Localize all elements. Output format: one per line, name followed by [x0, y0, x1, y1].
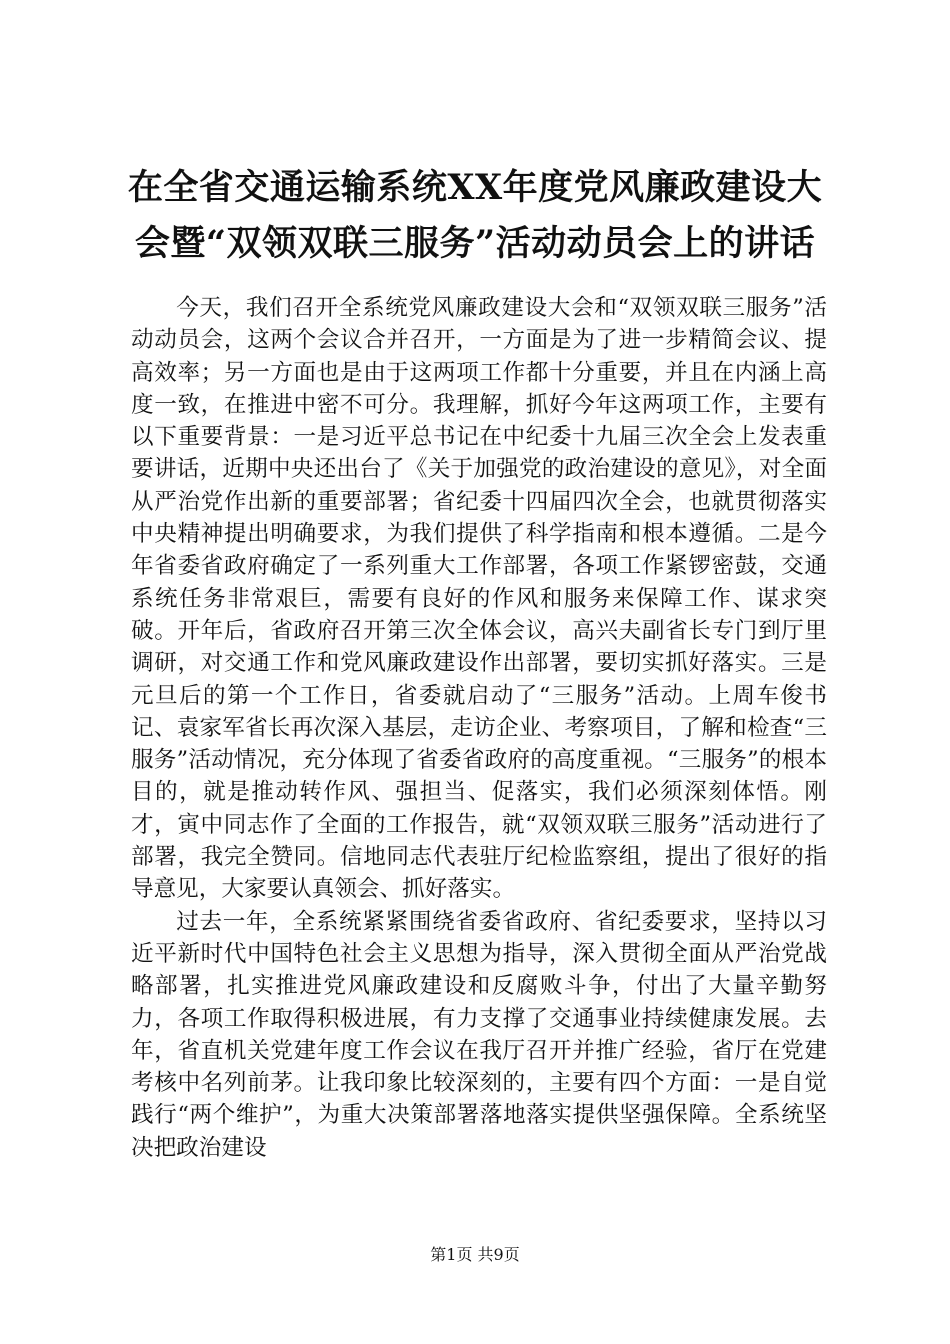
- page-footer: 第1页 共9页: [430, 1245, 520, 1264]
- body-paragraph-2: 过去一年，全系统紧紧围绕省委省政府、省纪委要求，坚持以习近平新时代中国特色社会主义思想为指导，深入贯彻全面从严治党战略部署，扎实推进党风廉政建设和反腐败斗争，付出了大量辛勤努力，各项工作取得积极进展，有力支撑了交通事业持续健康发展。去年，省直机关党建年度工作会议在我厅召开并推广经验，省厅在党建考核中名列前茅。让我印象比较深刻的，主要有四个方面：一是自觉践行“两个维护”，为重大决策部署落地落实提供坚强保障。全系统坚决把政治建设: [131, 908, 827, 1161]
- body-paragraph-1: 今天，我们召开全系统党风廉政建设大会和“双领双联三服务”活动动员会，这两个会议合并召开，一方面是为了进一步精简会议、提高效率；另一方面也是由于这两项工作都十分重要，并且在内涵上高度一致，在推进中密不可分。我理解，抓好今年这两项工作，主要有以下重要背景：一是习近平总书记在中纪委十九届三次全会上发表重要讲话，近期中央还出台了《关于加强党的政治建设的意见》，对全面从严治党作出新的重要部署；省纪委十四届四次全会，也就贯彻落实中央精神提出明确要求，为我们提供了科学指南和根本遵循。二是今年省委省政府确定了一系列重大工作部署，各项工作紧锣密鼓，交通系统任务非常艰巨，需要有良好的作风和服务来保障工作、谋求突破。开年后，省政府召开第三次全体会议，高兴夫副省长专门到厅里调研，对交通工作和党风廉政建设作出部署，要切实抓好落实。三是元旦后的第一个工作日，省委就启动了“三服务”活动。上周车俊书记、袁家军省长再次深入基层，走访企业、考察项目，了解和检查“三服务”活动情况，充分体现了省委省政府的高度重视。“三服务”的根本目的，就是推动转作风、强担当、促落实，我们必须深刻体悟。刚才，寅中同志作了全面的工作报告，就“双领双联三服务”活动进行了部署，我完全赞同。信地同志代表驻厅纪检监察组，提出了很好的指导意见，大家要认真领会、抓好落实。: [131, 295, 827, 903]
- document-title: [110, 160, 840, 272]
- title-line-1: 在全省交通运输系统XX年度党风廉政建设大: [127, 167, 823, 208]
- document-body: [131, 292, 827, 1164]
- title-line-2: 会暨“双领双联三服务”活动动员会上的讲话: [134, 223, 816, 264]
